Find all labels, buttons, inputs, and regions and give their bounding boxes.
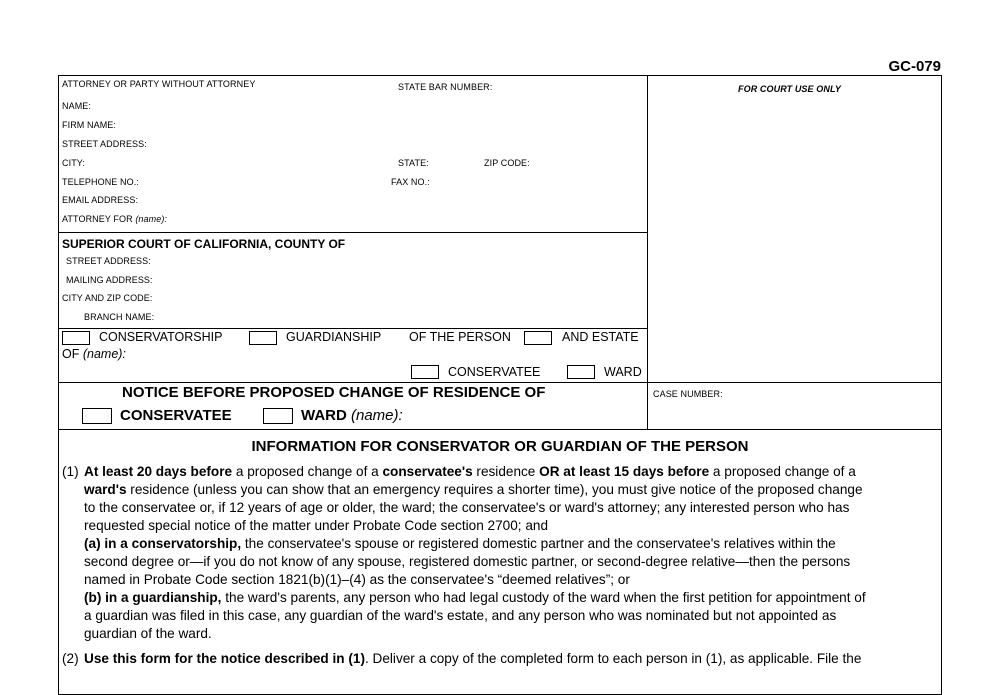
of-name-hint: (name): [82, 347, 126, 361]
ward-label-top: WARD [604, 365, 642, 379]
court-city-zip-label: CITY AND ZIP CODE: [62, 293, 153, 303]
item1b-line: guardian of the ward. [84, 626, 212, 641]
of-text: OF [62, 347, 80, 361]
item1-number: (1) [62, 464, 79, 479]
ward-checkbox-top[interactable] [567, 365, 595, 379]
guardianship-checkbox[interactable] [249, 331, 277, 345]
divider [58, 328, 647, 329]
item1-paragraph [84, 463, 944, 643]
case-number-label: CASE NUMBER: [653, 389, 723, 399]
street-address-label: STREET ADDRESS: [62, 139, 147, 149]
item1-line: to the conservatee or, if 12 years of age or older, the ward; the conservatee's or ward's attorney; any interested person who has [84, 500, 850, 515]
info-heading: INFORMATION FOR CONSERVATOR OR GUARDIAN OF THE PERSON [251, 438, 749, 455]
item1a-line: named in Probate Code section 1821(b)(1)–(4) as the conservatee's “deemed relatives”; or [84, 572, 630, 587]
item1-line: requested special notice of the matter under Probate Code section 2700; and [84, 518, 548, 533]
email-label: EMAIL ADDRESS: [62, 195, 139, 205]
state-label: STATE: [398, 158, 429, 168]
conservatee-label-top: CONSERVATEE [448, 365, 541, 379]
item1b-line: a guardian was filed in this case, any guardian of the ward's estate, and any person who was nominated but not appointed as [84, 608, 837, 623]
guardianship-label: GUARDIANSHIP [286, 330, 382, 344]
court-street-label: STREET ADDRESS: [66, 256, 151, 266]
of-the-person-label: OF THE PERSON [409, 330, 511, 344]
conservatee-checkbox[interactable] [82, 408, 112, 424]
name-label: NAME: [62, 101, 92, 111]
court-mailing-label: MAILING ADDRESS: [66, 275, 153, 285]
city-label: CITY: [62, 158, 86, 168]
ward-checkbox[interactable] [263, 408, 293, 424]
conservatorship-label: CONSERVATORSHIP [99, 330, 223, 344]
attorney-label: ATTORNEY OR PARTY WITHOUT ATTORNEY [62, 79, 256, 89]
and-estate-label: AND ESTATE [562, 330, 639, 344]
conservatee-checkbox-top[interactable] [411, 365, 439, 379]
ward-name-hint: (name): [351, 407, 403, 424]
form-number: GC-079 [888, 58, 941, 75]
divider [647, 75, 648, 429]
state-bar-label: STATE BAR NUMBER: [398, 82, 493, 92]
divider [58, 232, 647, 233]
ward-title-text: WARD [301, 407, 347, 424]
zip-code-label: ZIP CODE: [484, 158, 530, 168]
court-branch-label: BRANCH NAME: [84, 312, 155, 322]
attorney-for-text: ATTORNEY FOR [62, 214, 133, 224]
court-use-label: FOR COURT USE ONLY [738, 84, 841, 94]
divider [58, 429, 942, 430]
item1-line: At least 20 days before a proposed change of a conservatee's residence OR at least 15 days before a proposed change of a [84, 464, 856, 479]
and-estate-checkbox[interactable] [524, 331, 552, 345]
firm-name-label: FIRM NAME: [62, 120, 116, 130]
item1b-line: (b) in a guardianship, the ward's parents, any person who had legal custody of the ward when the first petition for appointment of [84, 590, 866, 605]
notice-title: NOTICE BEFORE PROPOSED CHANGE OF RESIDENCE OF [122, 384, 546, 401]
item1-line: ward's residence (unless you can show that an emergency requires a shorter time), you must give notice of the proposed change [84, 482, 863, 497]
ward-title-label [301, 407, 403, 424]
attorney-for-hint: (name): [135, 214, 168, 224]
item2-paragraph: Use this form for the notice described in (1). Deliver a copy of the completed form to each person in (1), as applicable. File the [84, 651, 862, 666]
item1a-line: (a) in a conservatorship, the conservatee's spouse or registered domestic partner and the conservatee's relatives within the [84, 536, 836, 551]
telephone-label: TELEPHONE NO.: [62, 177, 139, 187]
fax-label: FAX NO.: [391, 177, 430, 187]
item1a-line: second degree or—if you do not know of any spouse, registered domestic partner, or second-degree relative—then the persons [84, 554, 851, 569]
attorney-for-label [62, 214, 167, 224]
conservatorship-checkbox[interactable] [62, 331, 90, 345]
divider [58, 382, 942, 383]
item2-number: (2) [62, 651, 79, 666]
conservatee-title-label: CONSERVATEE [120, 407, 232, 424]
court-title: SUPERIOR COURT OF CALIFORNIA, COUNTY OF [62, 237, 346, 251]
of-name-label [62, 347, 126, 361]
